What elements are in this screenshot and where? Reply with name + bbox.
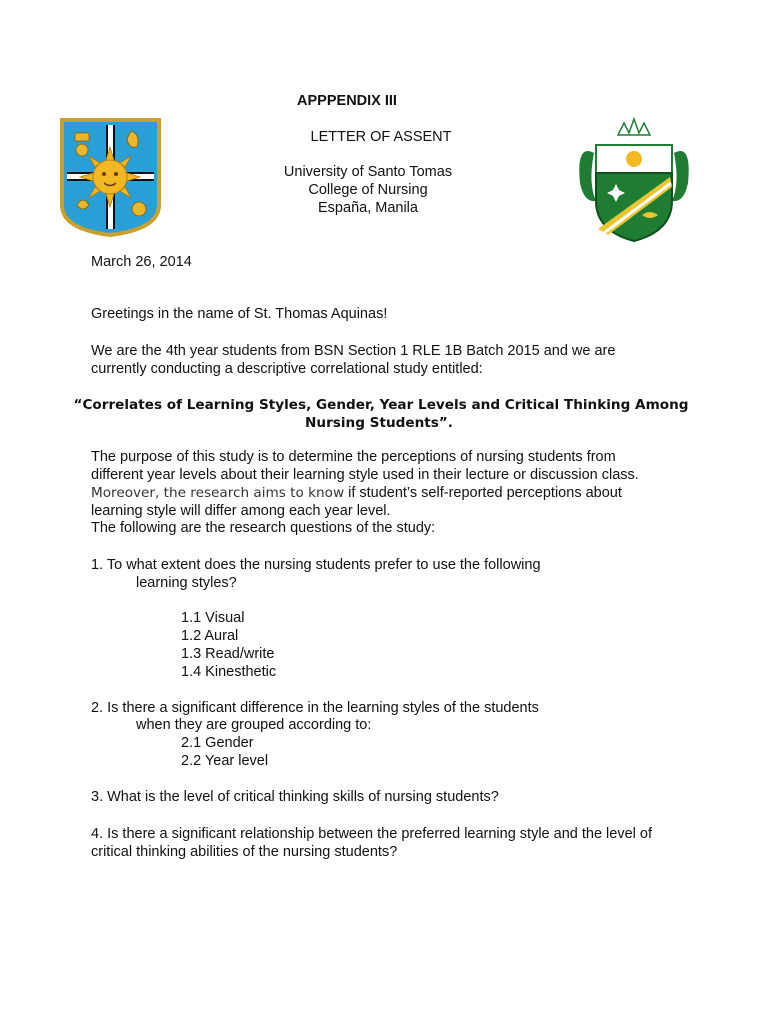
- q2-item-gender: 2.1 Gender: [181, 735, 254, 751]
- greeting: Greetings in the name of St. Thomas Aquinas!: [91, 306, 388, 322]
- purpose-line-3: [91, 485, 622, 501]
- question-1-cont: learning styles?: [136, 575, 237, 591]
- address-city: España, Manila: [318, 200, 418, 216]
- q1-item-readwrite: 1.3 Read/write: [181, 646, 275, 662]
- moreover-text-cont: if student’s self-reported perceptions about: [344, 485, 622, 501]
- questions-intro: The following are the research questions of the study:: [91, 520, 436, 536]
- question-4: 4. Is there a significant relationship between the preferred learning style and the level of: [91, 826, 653, 842]
- purpose-line-1: The purpose of this study is to determine the perceptions of nursing students from: [91, 449, 616, 465]
- letter-date: March 26, 2014: [91, 254, 192, 270]
- study-title-line-2: Nursing Students”.: [305, 415, 453, 431]
- address-college: College of Nursing: [308, 182, 428, 198]
- q1-item-aural: 1.2 Aural: [181, 628, 239, 644]
- question-3: 3. What is the level of critical thinking skills of nursing students?: [91, 789, 499, 805]
- intro-line-1: We are the 4th year students from BSN Section 1 RLE 1B Batch 2015 and we are: [91, 343, 616, 359]
- intro-line-2: currently conducting a descriptive correlational study entitled:: [91, 361, 483, 377]
- moreover-text: Moreover, the research aims to know: [91, 485, 345, 501]
- question-2: 2. Is there a significant difference in the learning styles of the students: [91, 700, 539, 716]
- study-title-line-1: “Correlates of Learning Styles, Gender, Year Levels and Critical Thinking Among: [73, 397, 689, 413]
- purpose-line-4: learning style will differ among each year level.: [91, 503, 391, 519]
- q1-item-visual: 1.1 Visual: [181, 610, 245, 626]
- purpose-line-2: different year levels about their learning style used in their lecture or discussion class.: [91, 467, 639, 483]
- letter-title: LETTER OF ASSENT: [310, 129, 452, 145]
- question-1: 1. To what extent does the nursing students prefer to use the following: [91, 557, 541, 573]
- q1-item-kinesthetic: 1.4 Kinesthetic: [181, 664, 277, 680]
- q2-item-year-level: 2.2 Year level: [181, 753, 269, 769]
- appendix-label: APPPENDIX III: [297, 93, 397, 109]
- address-university: University of Santo Tomas: [283, 164, 453, 180]
- question-4-cont: critical thinking abilities of the nursing students?: [91, 844, 398, 860]
- question-2-cont: when they are grouped according to:: [136, 717, 372, 733]
